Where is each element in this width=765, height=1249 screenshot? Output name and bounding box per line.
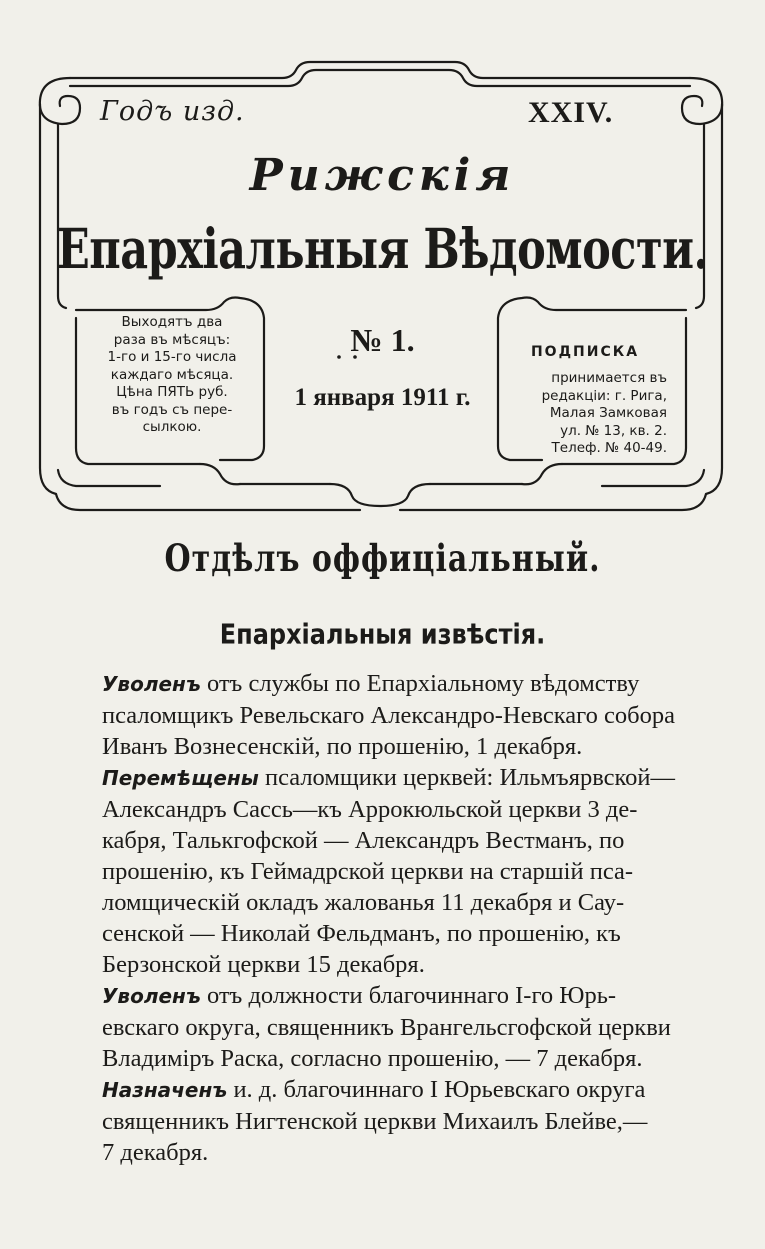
section-title: Отдѣлъ оффиціальный. xyxy=(164,537,601,581)
masthead-title-line2: Епархіальныя Вѣдомости. xyxy=(57,218,708,282)
issue-number: № 1. xyxy=(350,322,415,358)
paragraph-line-text: отъ службы по Епархіальному вѣдомству xyxy=(207,670,640,697)
issue-date: 1 января 1911 г. xyxy=(294,384,471,411)
paragraph-lead-word: Назначенъ xyxy=(102,1078,228,1102)
paragraph-line: Берзонской церкви 15 декабря. xyxy=(102,951,425,978)
subscription-info-text xyxy=(503,370,667,458)
subscription-info-line: ул. № 13, кв. 2. xyxy=(560,422,667,439)
paragraph-line xyxy=(102,762,684,794)
subscription-info-line: редакціи: г. Рига, xyxy=(541,387,667,404)
paragraph-line: ломщическій окладъ жалованья 11 декабря и Сау- xyxy=(102,889,625,916)
paragraph-line: псаломщикъ Ревельскаго Александро-Невскаго собора xyxy=(102,702,675,729)
article-paragraph xyxy=(102,762,684,980)
paragraph-lead-word: Уволенъ xyxy=(102,672,201,696)
subscription-info-line: Телеф. № 40-49. xyxy=(551,440,667,456)
publication-info-line: каждаго мѣсяца. xyxy=(110,366,234,383)
subsection-title: Епархіальныя извѣстія. xyxy=(219,618,546,651)
paragraph-line: священникъ Нигтенской церкви Михаилъ Блейве,— xyxy=(102,1108,648,1135)
publication-info-line: Выходятъ два xyxy=(121,314,223,330)
masthead-title-line1: Рижскія xyxy=(249,150,516,201)
subscription-info-line: принимается въ xyxy=(551,370,667,386)
publication-info-line: сылкою. xyxy=(142,419,202,435)
paragraph-line xyxy=(102,668,684,700)
paragraph-line: прошенію, къ Геймадрской церкви на старшій пса- xyxy=(102,858,634,885)
paragraph-line-text: и. д. благочиннаго І Юрьевскаго округа xyxy=(233,1076,646,1103)
publication-year-label: Годъ изд. xyxy=(100,96,245,127)
paragraph-line: Александръ Сассь—къ Аррокюльской церкви 3 де- xyxy=(102,796,638,823)
subscription-heading: ПОДПИСКА xyxy=(530,344,640,360)
paragraph-line-text: отъ должности благочиннаго І-го Юрь- xyxy=(207,982,617,1009)
paragraph-line: евскаго округа, священникъ Врангельсгофской церкви xyxy=(102,1014,671,1041)
publication-info-line: Цѣна ПЯТЬ руб. xyxy=(116,384,228,400)
paragraph-line: сенской — Николай Фельдманъ, по прошенію, къ xyxy=(102,920,621,947)
publication-info-line: раза въ мѣсяцъ: xyxy=(113,331,231,348)
subscription-info-line: Малая Замковая xyxy=(549,405,667,421)
paragraph-lead-word: Перемѣщены xyxy=(102,766,259,790)
paragraph-line: кабря, Талькгофской — Александръ Вестманъ, по xyxy=(102,827,625,854)
paragraph-lead-word: Уволенъ xyxy=(102,984,201,1008)
volume-number: XXIV. xyxy=(528,96,614,129)
publication-info-line: въ годъ съ пере- xyxy=(111,401,233,418)
article-paragraph xyxy=(102,1074,684,1168)
paragraph-line: Владиміръ Раска, согласно прошенію, — 7 декабря. xyxy=(102,1045,643,1072)
article-body xyxy=(102,668,684,1168)
subscription-info-box xyxy=(497,308,673,476)
paragraph-line-text: псаломщики церквей: Ильмъярвской— xyxy=(264,764,676,791)
paragraph-line: 7 декабря. xyxy=(102,1139,209,1166)
paragraph-line xyxy=(102,1074,684,1106)
article-paragraph xyxy=(102,668,684,762)
publication-info-line: 1-го и 15-го числа xyxy=(107,349,237,365)
article-paragraph xyxy=(102,980,684,1074)
paragraph-line: Иванъ Вознесенскій, по прошенію, 1 декабря. xyxy=(102,733,583,760)
paragraph-line xyxy=(102,980,684,1012)
